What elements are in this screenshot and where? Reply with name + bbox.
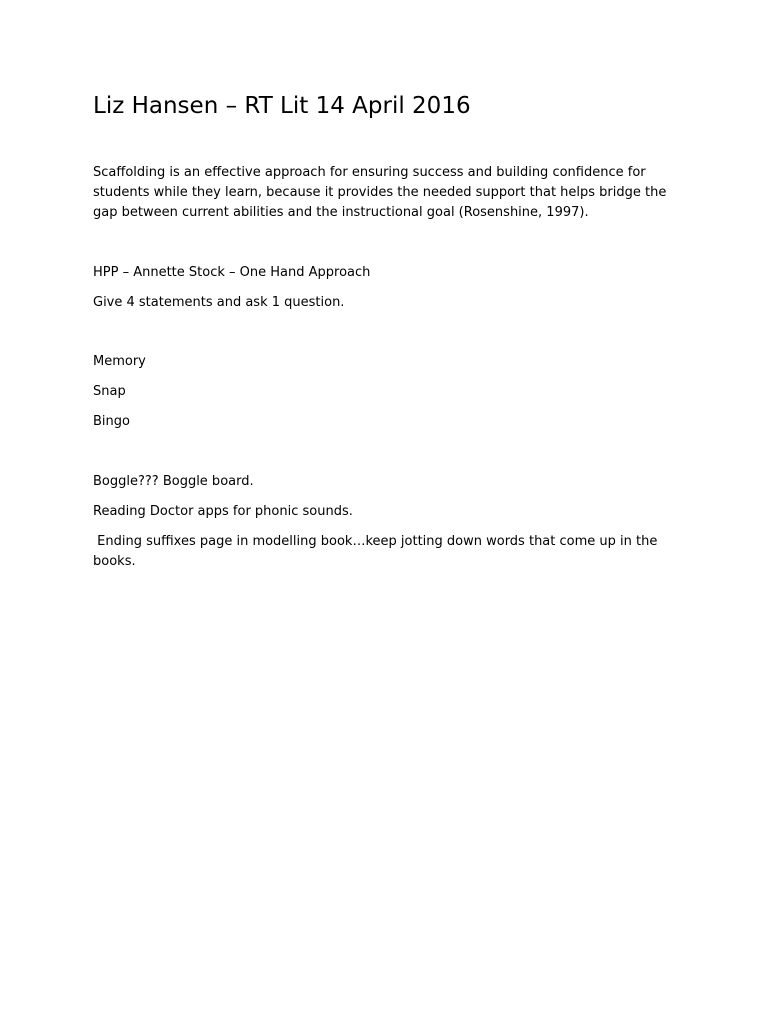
paragraph-statements: Give 4 statements and ask 1 question.: [93, 295, 345, 310]
paragraph-boggle: Boggle??? Boggle board.: [93, 474, 254, 489]
list-item-snap: Snap: [93, 384, 126, 399]
list-item-memory: Memory: [93, 354, 146, 369]
paragraph-ending-suffixes: Ending suffixes page in modelling book…keep jotting down words that come up in the books.: [93, 534, 662, 569]
paragraph-scaffolding: Scaffolding is an effective approach for ensuring success and building confidence for students while they learn, because it provides the needed support that helps bridge the gap between current abilities and the instructional goal (Rosenshine, 1997).: [93, 165, 667, 220]
paragraph-reading-doctor: Reading Doctor apps for phonic sounds.: [93, 504, 353, 519]
paragraph-hpp: HPP – Annette Stock – One Hand Approach: [93, 265, 371, 280]
list-item-bingo: Bingo: [93, 414, 130, 429]
document-title: Liz Hansen – RT Lit 14 April 2016: [93, 93, 471, 119]
